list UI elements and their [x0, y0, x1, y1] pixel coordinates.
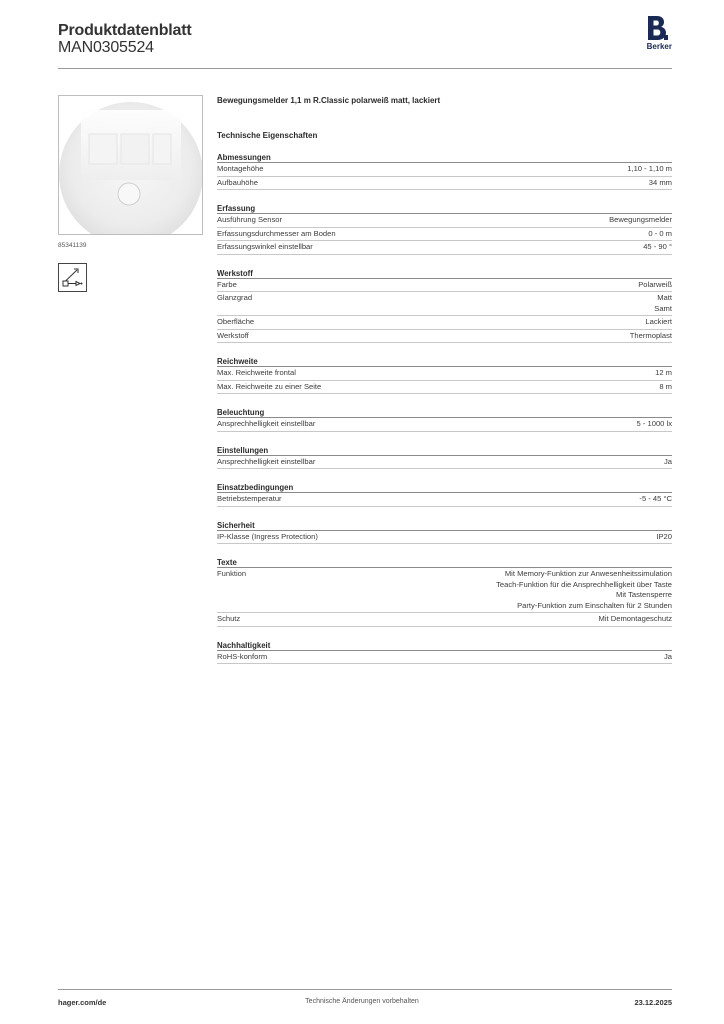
spec-value-line: IP20: [656, 531, 672, 541]
spec-group: [217, 356, 672, 394]
spec-value-line: -5 - 45 °C: [639, 494, 672, 503]
spec-value: [656, 532, 672, 543]
spec-label: Aufbauhöhe: [217, 177, 258, 187]
spec-group-title: Werkstoff: [217, 268, 672, 279]
spec-value-line: 5 - 1000 lx: [636, 419, 672, 428]
spec-value: [637, 419, 672, 430]
spec-row: [217, 651, 672, 665]
spec-row: [217, 613, 672, 627]
spec-row: [217, 367, 672, 381]
spec-value: [639, 494, 672, 505]
spec-label: Erfassungswinkel einstellbar: [217, 242, 313, 251]
spec-value: [630, 331, 672, 342]
spec-row: [217, 531, 672, 545]
spec-label: Max. Reichweite zu einer Seite: [217, 381, 322, 391]
spec-value-line: 12 m: [655, 368, 672, 377]
spec-group: [217, 445, 672, 470]
group-spacer: [217, 255, 672, 268]
spec-value-line: 45 - 90 °: [643, 242, 672, 251]
spec-value: [643, 242, 672, 253]
spec-group: [217, 640, 672, 665]
berker-logo: [640, 16, 672, 52]
header-divider: [58, 68, 672, 69]
spec-group: [217, 482, 672, 507]
spec-row: [217, 568, 672, 613]
spec-value-line: Polarweiß: [638, 279, 672, 289]
logo-text: Berker: [646, 42, 672, 51]
spec-value: [627, 164, 672, 175]
spec-row: [217, 456, 672, 470]
spec-row: [217, 177, 672, 191]
spec-value: [648, 229, 672, 240]
spec-group: [217, 203, 672, 255]
article-number: 85341139: [58, 242, 87, 249]
spec-value-line: 1,10 - 1,10 m: [627, 164, 672, 173]
spec-value: [599, 614, 672, 625]
spec-row: [217, 214, 672, 228]
spec-row: [217, 493, 672, 507]
spec-group-title: Einsatzbedingungen: [217, 482, 672, 493]
spec-value-line: Samt: [654, 303, 672, 313]
page-header: [58, 20, 672, 70]
installation-symbol-icon: [58, 263, 87, 292]
spec-label: Betriebstemperatur: [217, 494, 282, 503]
spec-value: [638, 280, 672, 291]
spec-row: [217, 163, 672, 177]
spec-group-title: Nachhaltigkeit: [217, 640, 672, 651]
spec-row: [217, 418, 672, 432]
spec-label: Funktion: [217, 569, 247, 578]
spec-value: [664, 457, 672, 468]
group-spacer: [217, 507, 672, 520]
spec-label: IP-Klasse (Ingress Protection): [217, 531, 318, 541]
spec-value: [496, 569, 672, 611]
spec-label: Werkstoff: [217, 330, 249, 340]
spec-group-title: Beleuchtung: [217, 407, 672, 418]
spec-row: [217, 316, 672, 330]
spec-group: [217, 268, 672, 344]
spec-group-title: Sicherheit: [217, 520, 672, 531]
spec-row: [217, 228, 672, 242]
spec-value: [655, 368, 672, 379]
spec-label: Ausführung Sensor: [217, 215, 283, 224]
spec-group: [217, 407, 672, 432]
spec-value-line: Mit Memory-Funktion zur Anwesenheitssimulation: [504, 569, 672, 578]
spec-value-line: 34 mm: [648, 177, 672, 187]
spec-value-line: Mit Demontageschutz: [598, 614, 672, 623]
spec-group-title: Einstellungen: [217, 445, 672, 456]
spec-row: [217, 330, 672, 344]
group-spacer: [217, 627, 672, 640]
spec-group-title: Abmessungen: [217, 152, 672, 163]
spec-label: Ansprechhelligkeit einstellbar: [217, 456, 316, 466]
spec-group-title: Reichweite: [217, 356, 672, 367]
spec-value: [645, 317, 672, 328]
spec-value-line: Ja: [663, 456, 672, 466]
spec-value-line: Ja: [663, 651, 672, 661]
spec-group: [217, 557, 672, 627]
spec-value: [664, 652, 672, 663]
spec-group: [217, 152, 672, 190]
group-spacer: [217, 469, 672, 482]
footer-website: hager.com/de: [58, 998, 107, 1007]
spec-value-line: 0 - 0 m: [648, 228, 672, 238]
spec-label: RoHS-konform: [217, 651, 268, 661]
spec-value-line: Lackiert: [645, 317, 672, 326]
document-number: MAN0305524: [58, 39, 154, 56]
spec-group: [217, 520, 672, 545]
group-spacer: [217, 432, 672, 445]
group-spacer: [217, 394, 672, 407]
spec-value-line: 8 m: [659, 381, 672, 391]
spec-row: [217, 381, 672, 395]
product-name: Bewegungsmelder 1,1 m R.Classic polarweiß matt, lackiert: [217, 96, 441, 105]
spec-group-title: Texte: [217, 557, 672, 568]
spec-row: [217, 241, 672, 255]
berker-logo-icon: [646, 16, 668, 40]
spec-value-line: Matt: [657, 293, 672, 302]
spec-label: Max. Reichweite frontal: [217, 368, 296, 377]
spec-row: [217, 279, 672, 293]
spec-value: [609, 215, 672, 226]
spec-value-line: Mit Tastensperre: [616, 590, 672, 599]
spec-value-line: Teach-Funktion für die Ansprechhelligkeit über Taste: [496, 579, 672, 589]
spec-label: Farbe: [217, 279, 237, 289]
spec-label: Schutz: [217, 614, 241, 623]
spec-group-title: Erfassung: [217, 203, 672, 214]
group-spacer: [217, 190, 672, 203]
spec-label: Erfassungsdurchmesser am Boden: [217, 228, 336, 238]
spec-value-line: Thermoplast: [629, 330, 672, 340]
group-spacer: [217, 343, 672, 356]
spec-value: [649, 178, 672, 189]
spec-value: [659, 382, 672, 393]
spec-content: [217, 95, 672, 664]
document-title: Produktdatenblatt: [58, 22, 192, 39]
footer-disclaimer: Technische Änderungen vorbehalten: [305, 998, 419, 1005]
spec-label: Ansprechhelligkeit einstellbar: [217, 419, 316, 428]
spec-value: [654, 293, 672, 314]
group-spacer: [217, 544, 672, 557]
spec-value-line: Bewegungsmelder: [609, 215, 672, 224]
footer-divider: [58, 989, 672, 990]
footer-date: 23.12.2025: [634, 998, 672, 1007]
spec-groups: [217, 152, 672, 664]
spec-value-line: Party-Funktion zum Einschalten für 2 Stunden: [517, 600, 672, 610]
product-image: [58, 95, 203, 235]
spec-label: Glanzgrad: [217, 293, 253, 302]
spec-row: [217, 292, 672, 316]
section-title: Technische Eigenschaften: [217, 131, 318, 140]
spec-label: Montagehöhe: [217, 164, 264, 173]
spec-label: Oberfläche: [217, 317, 255, 326]
